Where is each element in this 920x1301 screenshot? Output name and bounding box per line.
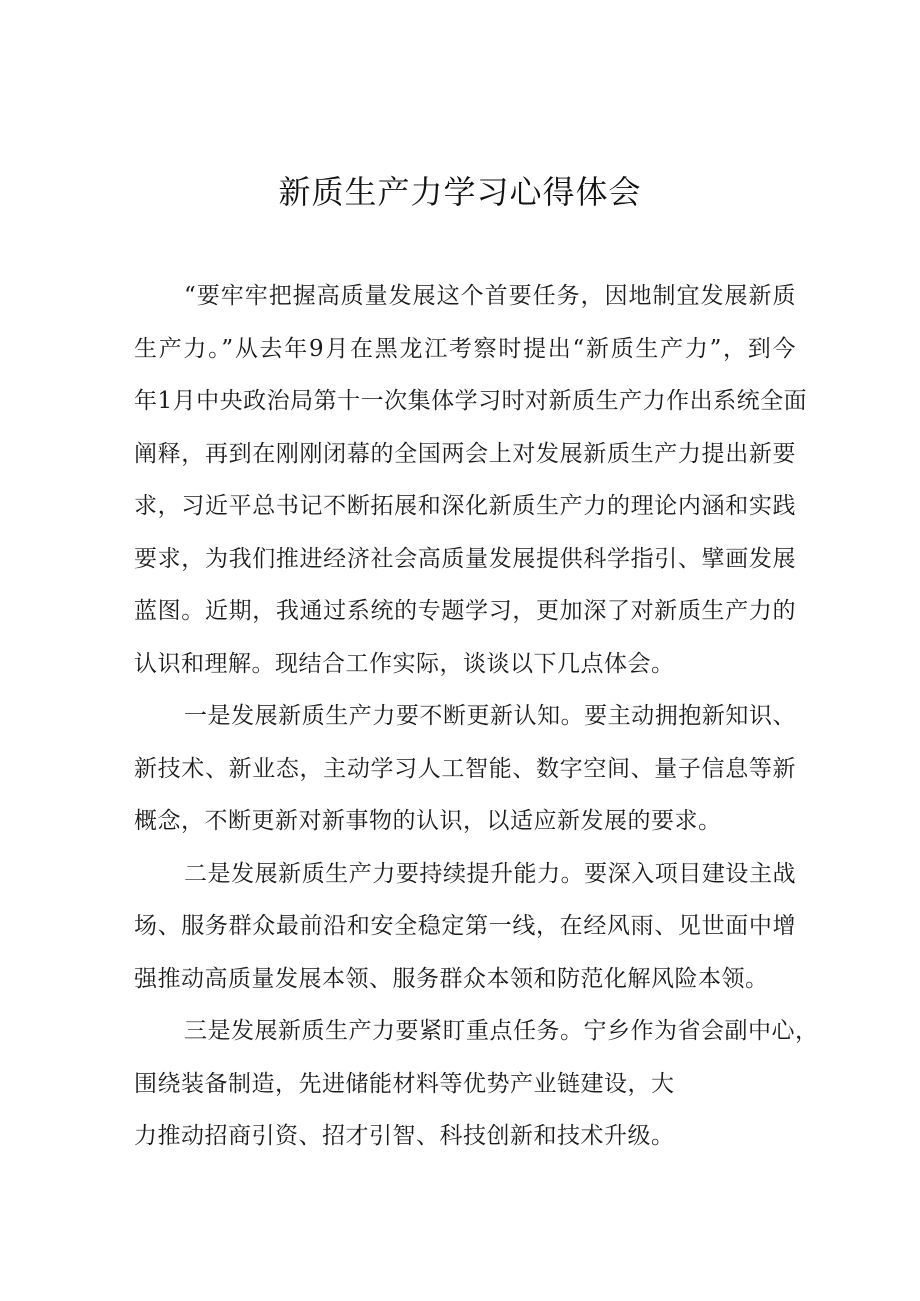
document-body <box>134 270 819 1163</box>
document-title: 新质生产力学习心得体会 <box>278 173 642 211</box>
text-line: 生产力。”从去年9月在黑龙江考察时提出“新质生产力”，到今 <box>134 335 796 362</box>
text-line: 二是发展新质生产力要持续提升能力。要深入项目建设主战 <box>184 860 796 887</box>
text-line: 围绕装备制造，先进储能材料等优势产业链建设，大 <box>134 1070 675 1097</box>
text-line: 求，习近平总书记不断拓展和深化新质生产力的理论内涵和实践 <box>134 493 796 519</box>
paragraph-point-one <box>134 690 796 848</box>
text-line: 阐释，再到在刚刚闭幕的全国两会上对发展新质生产力提出新要 <box>134 440 796 467</box>
text-line: 认识和理解。现结合工作实际，谈谈以下几点体会。 <box>134 650 675 677</box>
text-line: 年1月中央政治局第十一次集体学习时对新质生产力作出系统全面 <box>134 388 808 414</box>
text-line: 概念，不断更新对新事物的认识，以适应新发展的要求。 <box>134 808 722 834</box>
paragraph-intro <box>134 270 808 690</box>
text-line: 蓝图。近期，我通过系统的专题学习，更加深了对新质生产力的 <box>134 598 796 624</box>
text-line: 场、服务群众最前沿和安全稳定第一线，在经风雨、见世面中增 <box>134 913 796 939</box>
text-line: 要求，为我们推进经济社会高质量发展提供科学指引、擘画发展 <box>134 545 796 572</box>
text-line: “要牢牢把握高质量发展这个首要任务，因地制宜发展新质 <box>184 283 796 309</box>
text-line: 一是发展新质生产力要不断更新认知。要主动拥抱新知识、 <box>184 703 796 729</box>
text-line: 三是发展新质生产力要紧盯重点任务。宁乡作为省会副中心， <box>184 1018 819 1044</box>
text-line: 新技术、新业态，主动学习人工智能、数字空间、量子信息等新 <box>134 755 796 782</box>
text-line: 强推动高质量发展本领、服务群众本领和防范化解风险本领。 <box>134 965 769 992</box>
paragraph-point-two <box>134 848 796 1006</box>
text-line: 力推动招商引资、招才引智、科技创新和技术升级。 <box>134 1123 675 1149</box>
paragraph-point-three <box>134 1005 819 1163</box>
